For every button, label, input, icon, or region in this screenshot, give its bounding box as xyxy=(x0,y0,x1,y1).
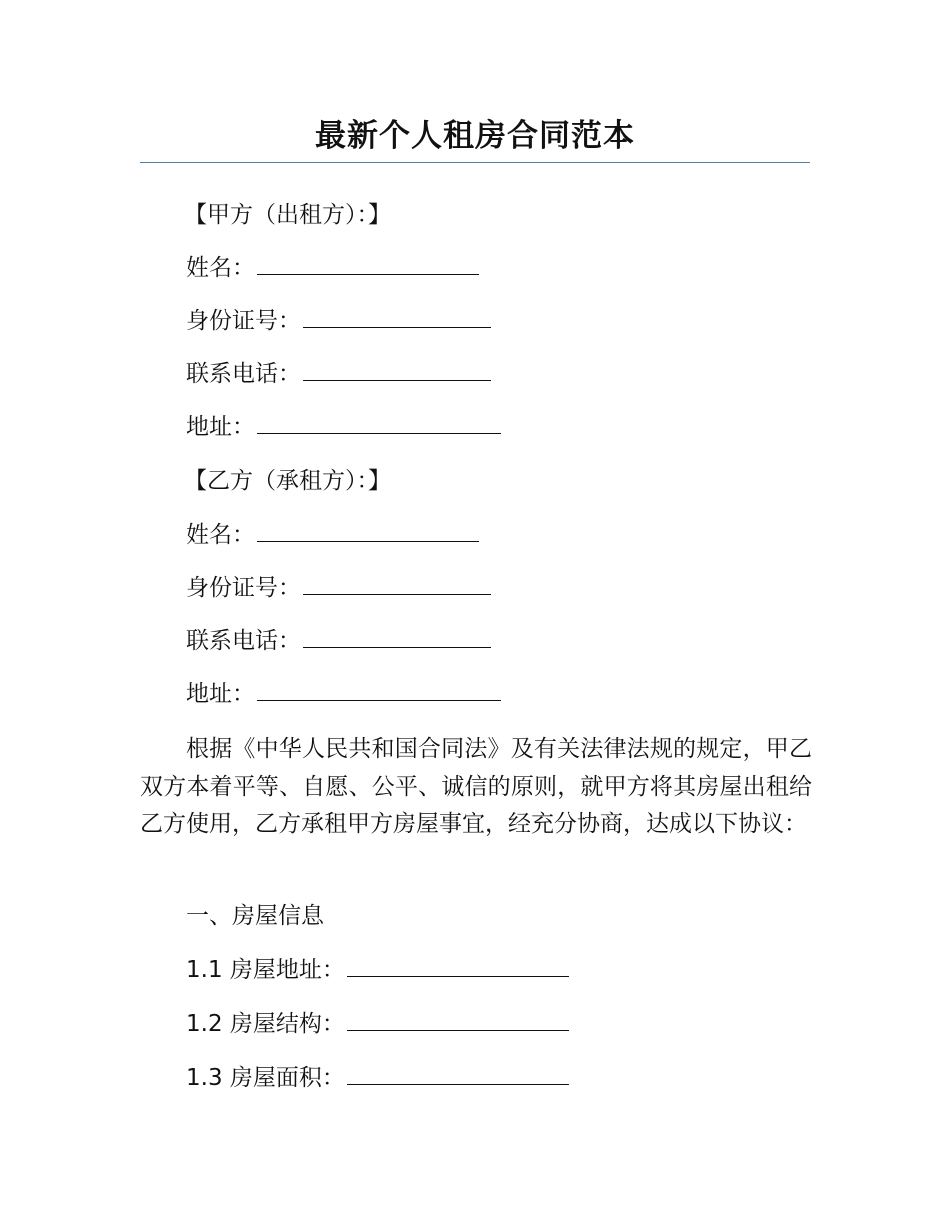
party-b-heading xyxy=(184,464,391,498)
section-1-heading xyxy=(186,899,324,933)
party-b-address-label: 地址： xyxy=(186,681,255,707)
party-a-phone-label: 联系电话： xyxy=(186,361,301,387)
house-area-field[interactable] xyxy=(347,1062,569,1085)
party-a-name-field[interactable] xyxy=(257,252,479,275)
house-structure-row xyxy=(186,1007,569,1041)
section-1-heading-text: 一、房屋信息 xyxy=(186,903,324,929)
house-structure-label: 房屋结构： xyxy=(229,1011,345,1037)
party-a-address-label: 地址： xyxy=(186,414,255,440)
party-b-name-label: 姓名： xyxy=(186,522,255,548)
party-a-id-row xyxy=(186,304,491,338)
document-title: 最新个人租房合同范本 xyxy=(315,118,635,154)
preamble-paragraph: 根据《中华人民共和国合同法》及有关法律法规的规定，甲乙双方本着平等、自愿、公平、诚信的原则，就甲方将其房屋出租给乙方使用，乙方承租甲方房屋事宜，经充分协商，达成以下协议： xyxy=(140,736,812,837)
item-number: 1.3 xyxy=(186,1065,223,1091)
party-b-address-field[interactable] xyxy=(257,678,501,701)
party-b-name-row xyxy=(186,518,479,552)
title-underline xyxy=(140,162,810,163)
item-number: 1.2 xyxy=(186,1011,223,1037)
house-address-row xyxy=(186,953,569,987)
party-b-phone-label: 联系电话： xyxy=(186,628,301,654)
house-address-field[interactable] xyxy=(347,954,569,977)
house-area-row xyxy=(186,1061,569,1095)
house-address-label: 房屋地址： xyxy=(229,957,345,983)
party-b-heading-text: 【乙方（承租方）：】 xyxy=(184,468,391,494)
party-a-phone-row xyxy=(186,357,491,391)
party-a-name-label: 姓名： xyxy=(186,255,255,281)
party-a-address-row xyxy=(186,410,501,444)
house-area-label: 房屋面积： xyxy=(229,1065,345,1091)
party-a-name-row xyxy=(186,251,479,285)
party-a-address-field[interactable] xyxy=(257,411,501,434)
party-b-id-row xyxy=(186,571,491,605)
party-b-phone-field[interactable] xyxy=(303,625,491,648)
party-a-phone-field[interactable] xyxy=(303,358,491,381)
party-a-id-label: 身份证号： xyxy=(186,308,301,334)
party-b-id-label: 身份证号： xyxy=(186,575,301,601)
party-b-phone-row xyxy=(186,624,491,658)
party-b-name-field[interactable] xyxy=(257,519,479,542)
party-b-id-field[interactable] xyxy=(303,572,491,595)
item-number: 1.1 xyxy=(186,957,223,983)
party-a-heading xyxy=(184,198,391,232)
house-structure-field[interactable] xyxy=(347,1008,569,1031)
party-a-heading-text: 【甲方（出租方）：】 xyxy=(184,202,391,228)
party-a-id-field[interactable] xyxy=(303,305,491,328)
party-b-address-row xyxy=(186,677,501,711)
